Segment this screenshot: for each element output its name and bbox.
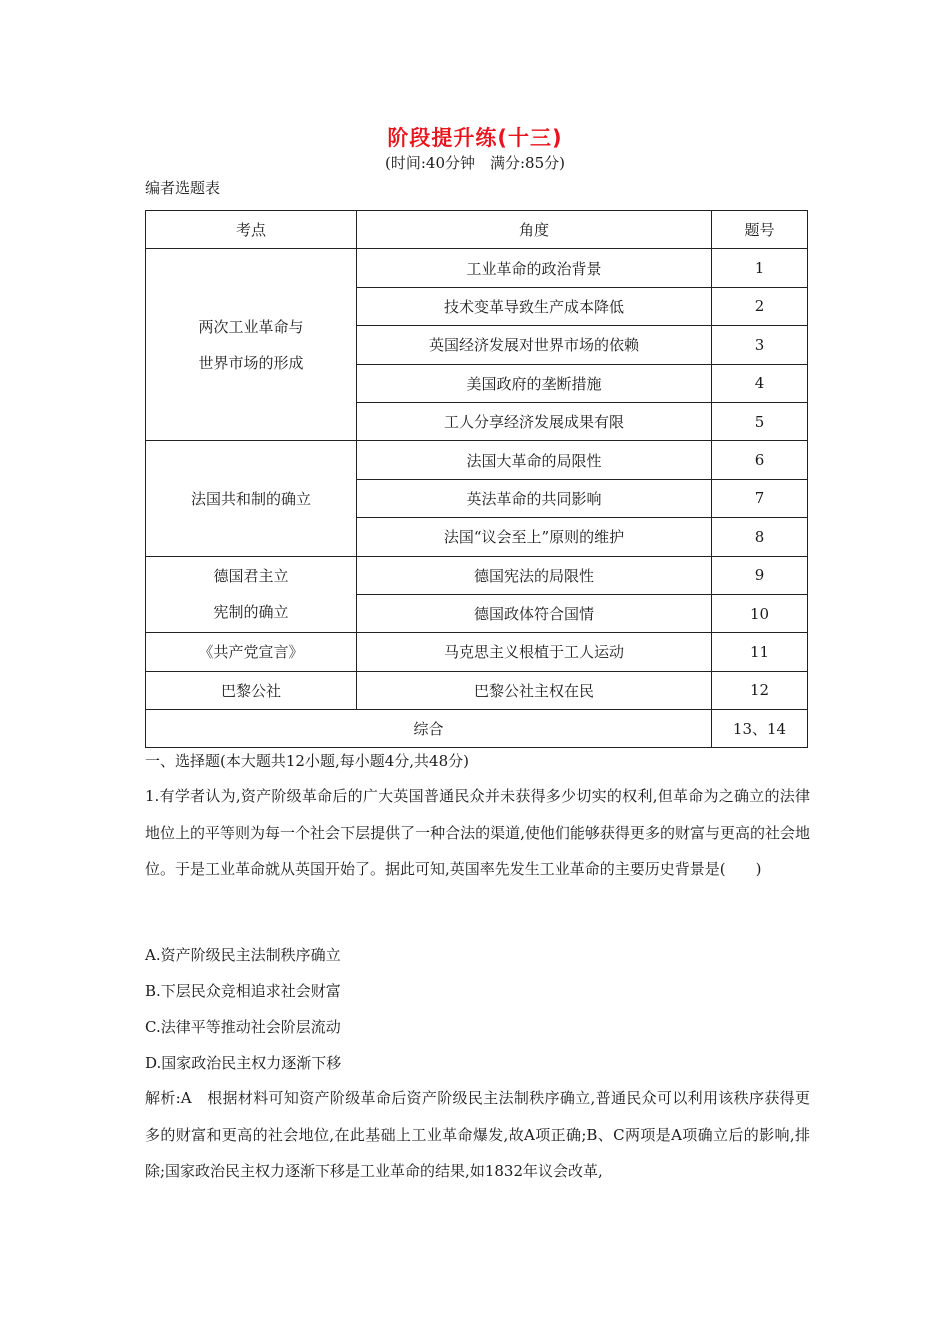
question-number-cell: 9: [712, 556, 808, 594]
table-row: [146, 633, 808, 671]
option-d: D.国家政治民主权力逐渐下移: [145, 1054, 342, 1072]
option-a: A.资产阶级民主法制秩序确立: [145, 946, 341, 964]
angle-cell: 法国大革命的局限性: [357, 441, 712, 479]
topic-cell-line: 《共产党宣言》: [198, 643, 304, 662]
header-cell-number: 题号: [712, 211, 808, 249]
question-number-cell: 1: [712, 249, 808, 287]
option-b: B.下层民众竞相追求社会财富: [145, 982, 341, 1000]
topic-cell: [146, 633, 357, 671]
table-summary-row: [146, 710, 808, 748]
section-heading: 一、选择题(本大题共12小题,每小题4分,共48分): [145, 752, 469, 770]
option-c: C.法律平等推动社会阶层流动: [145, 1018, 341, 1036]
question-number-cell: 11: [712, 633, 808, 671]
question-number-cell: 6: [712, 441, 808, 479]
table-row: [146, 441, 808, 479]
topic-cell-line: 世界市场的形成: [198, 353, 304, 372]
summary-label-cell: 综合: [146, 710, 712, 748]
summary-number-cell: 13、14: [712, 710, 808, 748]
table-header-row: [146, 211, 808, 249]
topic-cell-line: 两次工业革命与: [198, 317, 304, 336]
page-subtitle: (时间:40分钟 满分:85分): [385, 154, 565, 172]
table-row: [146, 249, 808, 287]
topic-cell: [146, 249, 357, 441]
angle-cell: 德国政体符合国情: [357, 594, 712, 632]
topic-cell-line: 法国共和制的确立: [190, 489, 311, 508]
question-number-cell: 10: [712, 594, 808, 632]
question-number-cell: 4: [712, 364, 808, 402]
angle-cell: 德国宪法的局限性: [357, 556, 712, 594]
question-number-cell: 3: [712, 326, 808, 364]
topic-cell: [146, 441, 357, 556]
question-number-cell: 2: [712, 287, 808, 325]
angle-cell: 英法革命的共同影响: [357, 479, 712, 517]
angle-cell: 英国经济发展对世界市场的依赖: [357, 326, 712, 364]
angle-cell: 法国“议会至上”原则的维护: [357, 518, 712, 556]
question-number-cell: 8: [712, 518, 808, 556]
question-number-cell: 5: [712, 402, 808, 440]
header-cell-angle: 角度: [357, 211, 712, 249]
question-stem: 1.有学者认为,资产阶级革命后的广大英国普通民众并未获得多少切实的权利,但革命为之确立的法律地位上的平等则为每一个社会下层提供了一种合法的渠道,使他们能够获得更多的财富与更高的社会地位。于是工业革命就从英国开始了。据此可知,英国率先发生工业革命的主要历史背景是( ): [145, 787, 810, 878]
topic-cell-line: 德国君主立: [213, 567, 289, 586]
topic-cell-line: 巴黎公社: [220, 681, 281, 700]
angle-cell: 工业革命的政治背景: [357, 249, 712, 287]
header-cell-topic: 考点: [146, 211, 357, 249]
angle-cell: 马克思主义根植于工人运动: [357, 633, 712, 671]
answer-analysis: 解析:A 根据材料可知资产阶级革命后资产阶级民主法制秩序确立,普通民众可以利用该秩序获得更多的财富和更高的社会地位,在此基础上工业革命爆发,故A项正确;B、C两项是A项确立后的影响,排除;国家政治民主权力逐渐下移是工业革命的结果,如1832年议会改革,: [145, 1089, 810, 1180]
angle-cell: 美国政府的垄断措施: [357, 364, 712, 402]
question-number-cell: 7: [712, 479, 808, 517]
angle-cell: 工人分享经济发展成果有限: [357, 402, 712, 440]
table-row: [146, 671, 808, 709]
page-title: 阶段提升练(十三): [387, 126, 563, 150]
question-number-cell: 12: [712, 671, 808, 709]
table-row: [146, 556, 808, 594]
angle-cell: 技术变革导致生产成本降低: [357, 287, 712, 325]
topic-cell: [146, 671, 357, 709]
table-caption: 编者选题表: [145, 179, 221, 197]
topic-cell: [146, 556, 357, 633]
topic-cell-line: 宪制的确立: [213, 603, 289, 622]
topic-table: [145, 210, 808, 748]
angle-cell: 巴黎公社主权在民: [357, 671, 712, 709]
